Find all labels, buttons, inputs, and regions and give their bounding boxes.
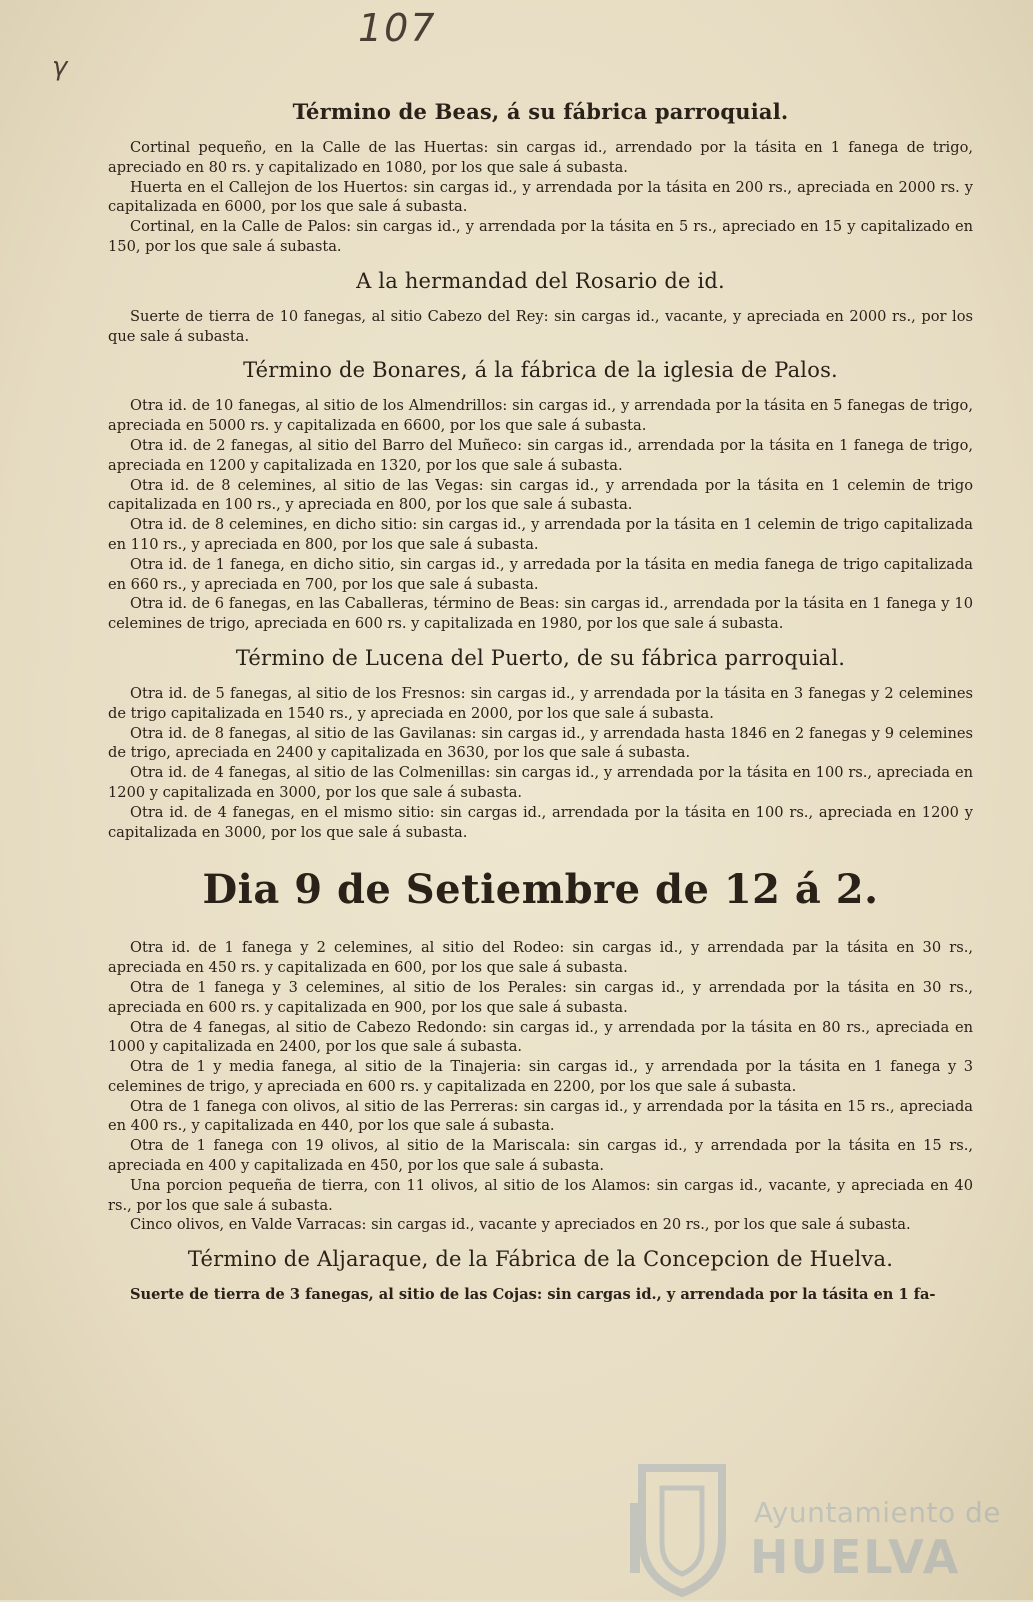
entry: Una porcion pequeña de tierra, con 11 olivos, al sitio de los Alamos: sin cargas id., vacante, y apreciada en 40 rs., por los que sale á subasta. bbox=[108, 1176, 973, 1214]
entry: Suerte de tierra de 3 fanegas, al sitio de las Cojas: sin cargas id., y arrendada por la tásita en 1 fa- bbox=[130, 1286, 936, 1304]
margin-mark: γ bbox=[52, 52, 68, 82]
entry: Suerte de tierra de 10 fanegas, al sitio Cabezo del Rey: sin cargas id., vacante, y apreciada en 2000 rs., por los que sale á subasta. bbox=[108, 307, 973, 345]
entry: Otra de 1 fanega y 3 celemines, al sitio de los Perales: sin cargas id., y arrendada por la tásita en 30 rs., apreciada en 600 rs. y capitalizada en 900, por los que sale á subasta. bbox=[108, 978, 973, 1016]
section-heading-aljaraque: Término de Aljaraque, de la Fábrica de la Concepcion de Huelva. bbox=[187, 1247, 894, 1272]
entry: Otra id. de 1 fanega y 2 celemines, al sitio del Rodeo: sin cargas id., y arrendada par la tásita en 30 rs., apreciada en 450 rs. y capitalizada en 600, por los que sale á subasta. bbox=[108, 939, 973, 977]
entry: Otra id. de 10 fanegas, al sitio de los Almendrillos: sin cargas id., y arrendada por la tásita en 5 fanegas de trigo, apreciada en 5000 rs. y capitalizada en 6600, por los que sale á subasta. bbox=[108, 397, 973, 435]
entry: Huerta en el Callejon de los Huertos: sin cargas id., y arrendada por la tásita en 200 rs., apreciada en 2000 rs. y capitalizada en 6000, por los que sale á subasta. bbox=[108, 178, 973, 216]
entry: Otra id. de 8 celemines, en dicho sitio: sin cargas id., y arrendada por la tásita en 1 celemin de trigo capitalizada en 110 rs., y apreciada en 800, por los que sale á subasta. bbox=[108, 516, 973, 553]
section-heading-rosario: A la hermandad del Rosario de id. bbox=[356, 268, 725, 293]
section-entries-rosario bbox=[108, 307, 973, 347]
section-entries-aljaraque bbox=[108, 1285, 973, 1305]
entry: Otra id. de 8 fanegas, al sitio de las Gavilanas: sin cargas id., y arrendada hasta 1846 en 2 fanegas y 9 celemines de trigo, apreciada en 2400 y capitalizada en 3630, por los que sale á subasta. bbox=[108, 724, 973, 762]
entry: Cinco olivos, en Valde Varracas: sin cargas id., vacante y apreciados en 20 rs., por los que sale á subasta. bbox=[130, 1216, 911, 1234]
entry: Cortinal pequeño, en la Calle de las Huertas: sin cargas id., arrendado por la tásita en 1 fanega de trigo, apreciado en 80 rs. y capitalizado en 1080, por los que sale á subasta. bbox=[108, 139, 973, 176]
document-body bbox=[108, 88, 973, 1311]
entry: Otra de 1 fanega con olivos, al sitio de las Perreras: sin cargas id., y arrendada por la tásita en 15 rs., apreciada en 400 rs., y capitalizada en 440, por los que sale á subasta. bbox=[108, 1097, 973, 1135]
section-entries-bonares bbox=[108, 396, 973, 634]
coat-of-arms-icon bbox=[622, 1448, 742, 1598]
entry: Otra id. de 4 fanegas, en el mismo sitio: sin cargas id., arrendada por la tásita en 100 rs., apreciada en 1200 y capitalizada en 3000, por los que sale á subasta. bbox=[108, 803, 973, 841]
entry: Otra id. de 6 fanegas, en las Caballeras, término de Beas: sin cargas id., arrendada por la tásita en 1 fanega y 10 celemines de trigo, apreciada en 600 rs. y capitalizada en 1980, por los que sale á subasta. bbox=[108, 595, 973, 633]
entry: Cortinal, en la Calle de Palos: sin cargas id., y arrendada por la tásita en 5 rs., apreciado en 15 y capitalizado en 150, por los que sale á subasta. bbox=[108, 218, 973, 255]
entry: Otra id. de 1 fanega, en dicho sitio, sin cargas id., y arredada por la tásita en media fanega de trigo capitalizada en 660 rs., y apreciada en 700, por los que sale á subasta. bbox=[108, 555, 973, 593]
folio-number: 107 bbox=[358, 6, 437, 50]
section-heading-bonares: Término de Bonares, á la fábrica de la iglesia de Palos. bbox=[243, 358, 838, 383]
entry: Otra id. de 5 fanegas, al sitio de los Fresnos: sin cargas id., y arrendada por la tásita en 3 fanegas y 2 celemines de trigo capitalizada en 1540 rs., y apreciada en 2000, por los que sale á subasta. bbox=[108, 684, 973, 722]
watermark bbox=[622, 1448, 1012, 1598]
day-entries bbox=[108, 938, 973, 1235]
entry: Otra id. de 2 fanegas, al sitio del Barro del Muñeco: sin cargas id., arrendada por la tásita en 1 fanega de trigo, apreciada en 1200 y capitalizada en 1320, por los que sale á subasta. bbox=[108, 436, 973, 474]
watermark-line1: Ayuntamiento de bbox=[754, 1496, 1001, 1529]
date-heading: Dia 9 de Setiembre de 12 á 2. bbox=[202, 866, 879, 914]
watermark-line2: HUELVA bbox=[750, 1530, 961, 1584]
entry: Otra id. de 4 fanegas, al sitio de las Colmenillas: sin cargas id., y arrendada por la tásita en 100 rs., apreciada en 1200 y capitalizada en 3000, por los que sale á subasta. bbox=[108, 764, 973, 801]
section-entries-lucena bbox=[108, 684, 973, 842]
section-heading-beas: Término de Beas, á su fábrica parroquial. bbox=[292, 99, 789, 124]
entry: Otra de 4 fanegas, al sitio de Cabezo Redondo: sin cargas id., y arrendada por la tásita en 80 rs., apreciada en 1000 y capitalizada en 2400, por los que sale á subasta. bbox=[108, 1018, 973, 1056]
section-entries-beas bbox=[108, 138, 973, 257]
section-heading-lucena: Término de Lucena del Puerto, de su fábrica parroquial. bbox=[235, 645, 846, 670]
entry: Otra id. de 8 celemines, al sitio de las Vegas: sin cargas id., y arrendada por la tásita en 1 celemin de trigo capitalizada en 100 rs., y apreciada en 800, por los que sale á subasta. bbox=[108, 476, 973, 514]
entry: Otra de 1 fanega con 19 olivos, al sitio de la Mariscala: sin cargas id., y arrendada por la tásita en 15 rs., apreciada en 400 y capitalizada en 450, por los que sale á subasta. bbox=[108, 1137, 973, 1175]
entry: Otra de 1 y media fanega, al sitio de la Tinajeria: sin cargas id., y arrendada por la tásita en 1 fanega y 3 celemines de trigo, y apreciada en 600 rs. y capitalizada en 2200, por los que sale á subasta. bbox=[108, 1058, 973, 1095]
